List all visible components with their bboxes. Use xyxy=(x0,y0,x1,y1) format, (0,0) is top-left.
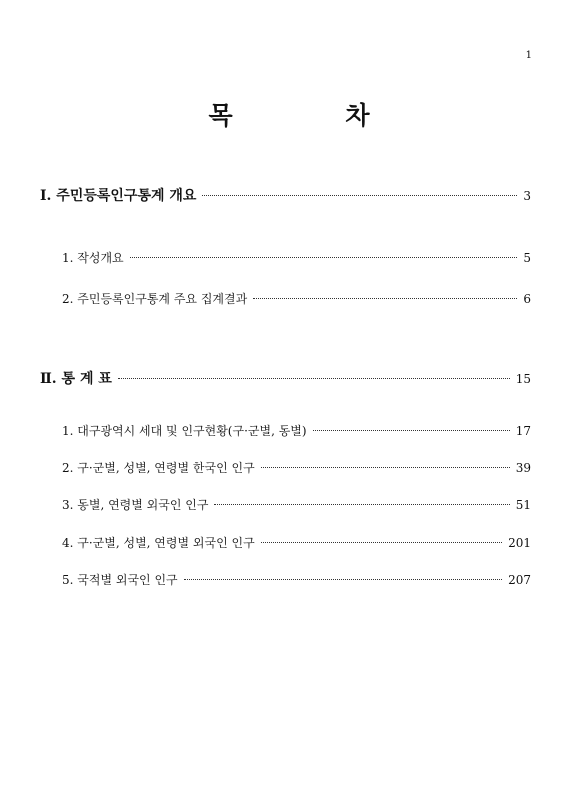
toc-page-number: 201 xyxy=(508,536,531,550)
toc-item-label: 5. 국적별 외국인 인구 xyxy=(62,573,178,587)
dot-leader xyxy=(202,195,517,196)
toc-page-number: 51 xyxy=(515,498,531,512)
toc-page-number: 5 xyxy=(523,251,531,265)
toc-page-number: 15 xyxy=(515,372,531,386)
dot-leader xyxy=(261,467,510,468)
toc-item-label: 4. 구·군별, 성별, 연령별 외국인 인구 xyxy=(62,536,255,550)
dot-leader xyxy=(253,298,517,299)
toc-item-label: 1. 작성개요 xyxy=(62,251,124,265)
toc-item-label: 2. 구·군별, 성별, 연령별 한국인 인구 xyxy=(62,461,255,475)
toc-item[interactable] xyxy=(62,290,531,307)
toc-section-label: Ⅱ. 통 계 표 xyxy=(40,371,112,387)
dot-leader xyxy=(313,430,510,431)
toc-item[interactable] xyxy=(62,496,531,513)
toc-section-tables[interactable] xyxy=(40,368,531,388)
toc-page-number: 39 xyxy=(515,461,531,475)
toc-section-overview[interactable] xyxy=(40,185,531,205)
page-title: 목 차 xyxy=(208,101,422,130)
toc-page-number: 17 xyxy=(515,424,531,438)
toc-item[interactable] xyxy=(62,249,531,266)
toc-item[interactable] xyxy=(62,422,531,439)
dot-leader xyxy=(130,257,518,258)
toc-page-number: 3 xyxy=(523,189,531,203)
dot-leader xyxy=(214,504,509,505)
toc-item[interactable] xyxy=(62,459,531,476)
toc-item[interactable] xyxy=(62,534,531,551)
toc-page-number: 207 xyxy=(508,573,531,587)
page-number: 1 xyxy=(525,50,532,61)
dot-leader xyxy=(184,579,502,580)
toc-item-label: 3. 동별, 연령별 외국인 인구 xyxy=(62,498,209,512)
toc-item-label: 1. 대구광역시 세대 및 인구현황(구·군별, 동별) xyxy=(62,424,307,438)
toc-section-label: Ⅰ. 주민등록인구통계 개요 xyxy=(40,188,197,204)
dot-leader xyxy=(118,378,510,379)
toc-page-number: 6 xyxy=(523,292,531,306)
toc-item-label: 2. 주민등록인구통계 주요 집계결과 xyxy=(62,292,248,306)
toc-item[interactable] xyxy=(62,571,531,588)
dot-leader xyxy=(261,542,502,543)
